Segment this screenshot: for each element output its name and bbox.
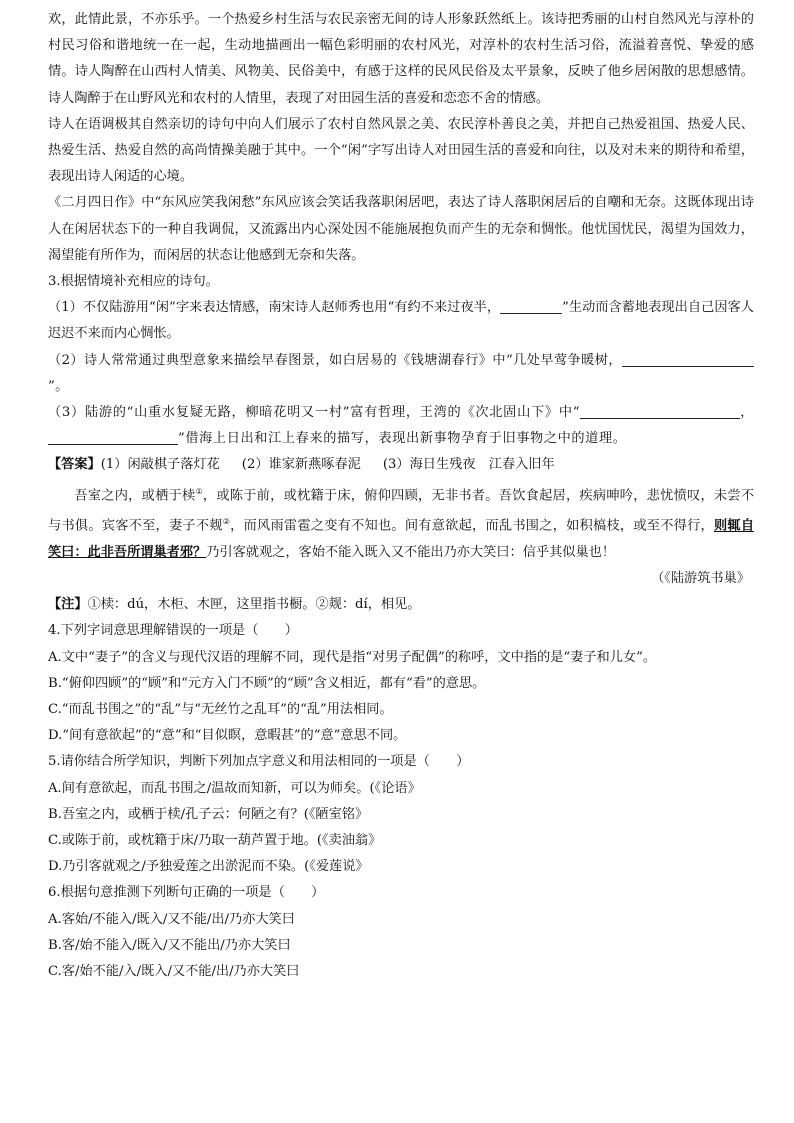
- classical-passage: 吾室之内，或栖于椟①，或陈于前，或枕籍于床，俯仰四顾，无非书者。吾饮食起居，疾病呻吟，悲忧愤叹，未尝不与书俱。宾客不至，妻子不觌②，而风雨雷雹之变有不知也。间有意欲起，而乱书围之，如积槁枝，或至不得行，则辄自笑曰：此非吾所谓巢者邪？乃引客就观之，客始不能入既入又不能出乃亦大笑曰：信乎其似巢也！: [48, 486, 755, 560]
- question-5-option-d[interactable]: D.乃引客就观之/予独爱莲之出淤泥而不染。(《爱莲说》: [48, 859, 369, 875]
- answer-blank[interactable]: [48, 429, 178, 445]
- analysis-paragraph-2: 诗人在语调极其自然亲切的诗句中向人们展示了农村自然风景之美、农民淳朴善良之美，并把自己热爱祖国、热爱人民、热爱生活、热爱自然的高尚情操美融于其中。一个“闲”字写出诗人对田园生活的喜爱和向往，以及对未来的期待和希望，表现出诗人闲适的心境。: [48, 116, 754, 185]
- question-3-item-3: （3）陆游的“山重水复疑无路，柳暗花明又一村”富有哲理，王湾的《次北固山下》中“ ，”借海上日出和江上春来的描写，表现出新事物孕育于旧事物之中的道理。: [48, 405, 754, 447]
- question-4-option-c[interactable]: C.“而乱书围之”的“乱”与“无丝竹之乱耳”的“乱”用法相同。: [48, 702, 393, 718]
- passage-notes: 【注】①椟：dú，木柜、木匣，这里指书橱。②觌：dí，相见。: [48, 597, 421, 613]
- document-page: [48, 0, 754, 985]
- footnote-marker: ①: [195, 486, 203, 496]
- question-6-option-c[interactable]: C.客/始不能/入/既入/又不能/出/乃亦大笑曰: [48, 964, 300, 980]
- question-5-option-a[interactable]: A.间有意欲起，而乱书围之/温故而知新，可以为师矣。(《论语》: [48, 780, 421, 796]
- question-4-option-a[interactable]: A.文中“妻子”的含义与现代汉语的理解不同，现代是指“对男子配偶”的称呼，文中指的是“妻子和儿女”。: [48, 649, 657, 665]
- question-3-item-2: （2）诗人常常通过典型意象来描绘早春图景，如白居易的《钱塘湖春行》中“几处早莺争暖树，”。: [48, 348, 754, 400]
- question-5-option-c[interactable]: C.或陈于前，或枕籍于床/乃取一葫芦置于地。(《卖油翁》: [48, 833, 382, 849]
- question-6-option-b[interactable]: B.客/始不能入/既入/又不能出/乃亦大笑曰: [48, 937, 291, 953]
- analysis-paragraph-3: 《二月四日作》中“东风应笑我闲愁”东风应该会笑话我落职闲居吧，表达了诗人落职闲居后的自嘲和无奈。这既体现出诗人在闲居状态下的一种自我调侃，又流露出内心深处因不能施展抱负而产生的无奈和惆怅。他忧国忧民，渴望为国效力，渴望能有所作为，而闲居的状态让他感到无奈和失落。: [48, 195, 754, 263]
- passage-source: （《陆游筑书巢》: [651, 571, 750, 587]
- question-6-option-a[interactable]: A.客始/不能入/既入/又不能/出/乃亦大笑曰: [48, 911, 295, 927]
- answer-blank[interactable]: [580, 403, 740, 419]
- analysis-paragraph-1: 欢，此情此景，不亦乐乎。一个热爱乡村生活与农民亲密无间的诗人形象跃然纸上。该诗把秀丽的山村自然风光与淳朴的村民习俗和谐地统一在一起，生动地描画出一幅色彩明丽的农村风光，对淳朴的农村生活习俗，流溢着喜悦、挚爱的感情。诗人陶醉在山西村人情美、风物美、民俗美中，有感于这样的民风民俗及太平景象，反映了他乡居闲散的思想感情。诗人陶醉于在山野风光和农村的人情里，表现了对田园生活的喜爱和恋恋不舍的情感。: [48, 12, 754, 106]
- question-3-answer: 【答案】(1）闲敲棋子落灯花 (2）谁家新燕啄春泥 (3）海日生残夜 江春入旧年: [48, 457, 555, 473]
- underlined-sentence: 则辄自笑曰：此非吾所谓巢者邪？: [48, 518, 755, 560]
- question-3-title: 3.根据情境补充相应的诗句。: [48, 274, 219, 290]
- question-3-item-1: （1）不仅陆游用“闲”字来表达情感，南宋诗人赵师秀也用“有约不来过夜半， ”生动而含蓄地表现出自己因客人迟迟不来而内心惆怅。: [48, 300, 754, 342]
- answer-blank[interactable]: [500, 298, 562, 314]
- question-6-title: 6.根据句意推测下列断句正确的一项是（ ）: [48, 885, 325, 901]
- answer-blank[interactable]: [622, 351, 754, 367]
- question-5-title: 5.请你结合所学知识，判断下列加点字意义和用法相同的一项是（ ）: [48, 754, 470, 770]
- question-4-option-b[interactable]: B.“俯仰四顾”的“顾”和“元方入门不顾”的“顾”含义相近，都有“看”的意思。: [48, 675, 486, 691]
- question-5-option-b[interactable]: B.吾室之内，或栖于椟/孔子云：何陋之有？(《陋室铭》: [48, 806, 369, 822]
- question-4-option-d[interactable]: D.“间有意欲起”的“意”和“目似瞑，意暇甚”的“意”意思不同。: [48, 728, 407, 744]
- footnote-marker: ②: [222, 517, 231, 527]
- question-4-title: 4.下列字词意思理解错误的一项是（ ）: [48, 623, 298, 639]
